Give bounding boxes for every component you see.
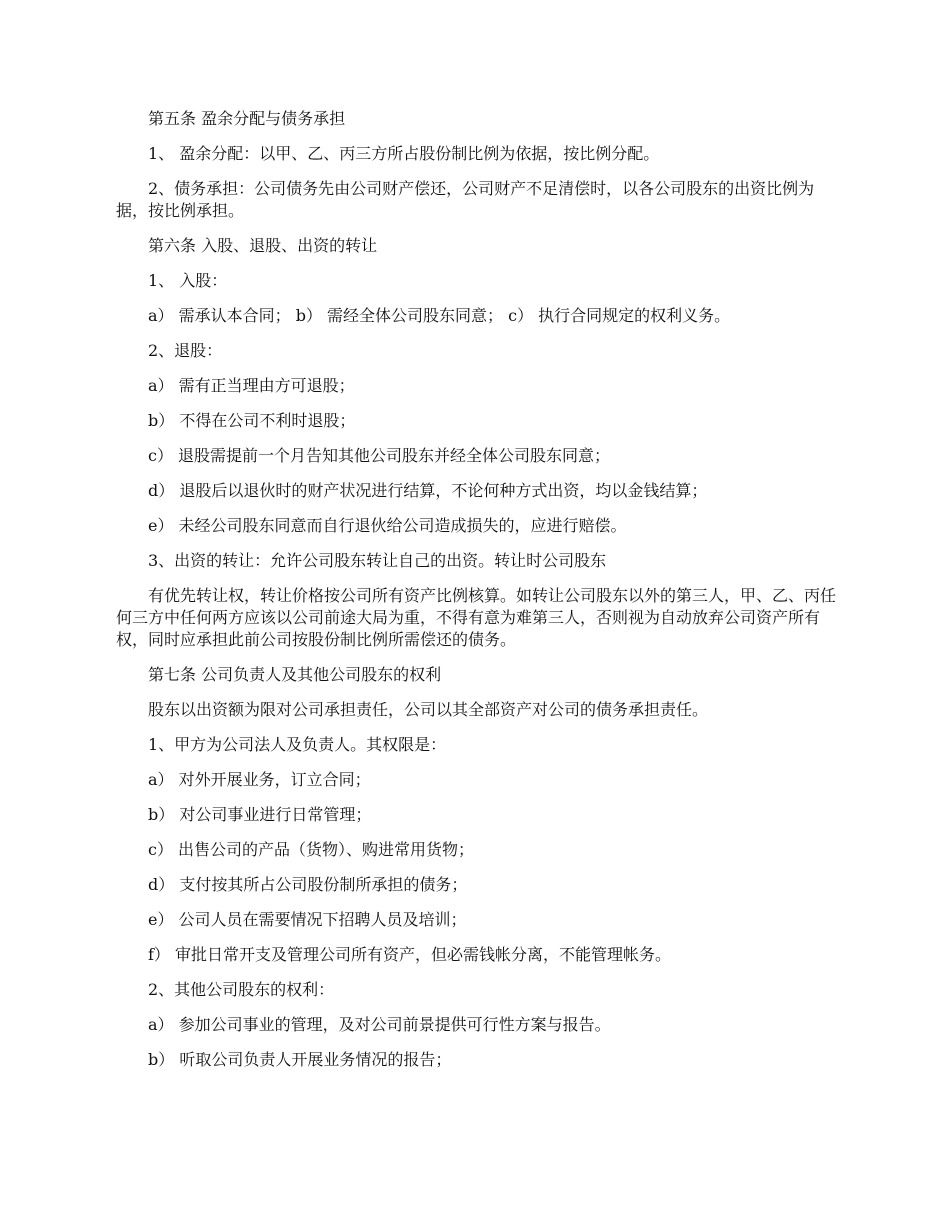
article-7-item-1-a: a） 对外开展业务，订立合同； xyxy=(148,770,371,789)
article-5-item-1: 1、 盈余分配：以甲、乙、丙三方所占股份制比例为依据，按比例分配。 xyxy=(148,144,660,163)
article-5-heading: 第五条 盈余分配与债务承担 xyxy=(148,109,346,128)
article-6-item-2-b: b） 不得在公司不利时退股； xyxy=(148,411,356,430)
article-6-item-2-e: e） 未经公司股东同意而自行退伙给公司造成损失的，应进行赔偿。 xyxy=(148,516,627,535)
article-6-item-1-subitems: a） 需承认本合同； b） 需经全体公司股东同意； c） 执行合同规定的权利义务。 xyxy=(148,306,731,325)
article-7-item-1-b: b） 对公司事业进行日常管理； xyxy=(148,805,372,824)
article-6-item-2-c: c） 退股需提前一个月告知其他公司股东并经全体公司股东同意； xyxy=(148,446,611,465)
article-6-heading: 第六条 入股、退股、出资的转让 xyxy=(148,236,378,255)
article-6-item-3: 3、出资的转让：允许公司股东转让自己的出资。转让时公司股东 xyxy=(148,551,607,570)
article-7-intro: 股东以出资额为限对公司承担责任，公司以其全部资产对公司的债务承担责任。 xyxy=(148,700,709,719)
article-5-item-2: 2、债务承担：公司债务先由公司财产偿还，公司财产不足清偿时，以各公司股东的出资比例为据，按比例承担。 xyxy=(116,179,815,220)
article-7-item-1-d: d） 支付按其所占公司股份制所承担的债务； xyxy=(148,875,468,894)
article-6-item-2-a: a） 需有正当理由方可退股； xyxy=(148,376,355,395)
article-6-item-2-d: d） 退股后以退伙时的财产状况进行结算，不论何种方式出资，均以金钱结算； xyxy=(148,481,708,500)
article-6-item-3-continued: 有优先转让权，转让价格按公司所有资产比例核算。如转让公司股东以外的第三人，甲、乙、丙任何三方中任何两方应该以公司前途大局为重，不得有意为难第三人，否则视为自动放弃公司资产所有权，同时应承担此前公司按股份制比例所需偿还的债务。 xyxy=(116,586,837,649)
article-7-heading: 第七条 公司负责人及其他公司股东的权利 xyxy=(148,665,442,684)
article-6-item-1: 1、 入股： xyxy=(148,271,228,290)
article-7-item-2: 2、其他公司股东的权利： xyxy=(148,980,335,999)
article-7-item-1-f: f） 审批日常开支及管理公司所有资产，但必需钱帐分离，不能管理帐务。 xyxy=(148,945,672,964)
article-7-item-2-b: b） 听取公司负责人开展业务情况的报告； xyxy=(148,1050,452,1069)
article-7-item-1-c: c） 出售公司的产品（货物）、购进常用货物； xyxy=(148,840,475,859)
article-7-item-1-e: e） 公司人员在需要情况下招聘人员及培训； xyxy=(148,910,467,929)
document-body xyxy=(0,108,950,1084)
article-7-item-1: 1、甲方为公司法人及负责人。其权限是： xyxy=(148,735,447,754)
article-7-item-2-a: a） 参加公司事业的管理，及对公司前景提供可行性方案与报告。 xyxy=(148,1015,611,1034)
article-6-item-2: 2、退股： xyxy=(148,341,223,360)
